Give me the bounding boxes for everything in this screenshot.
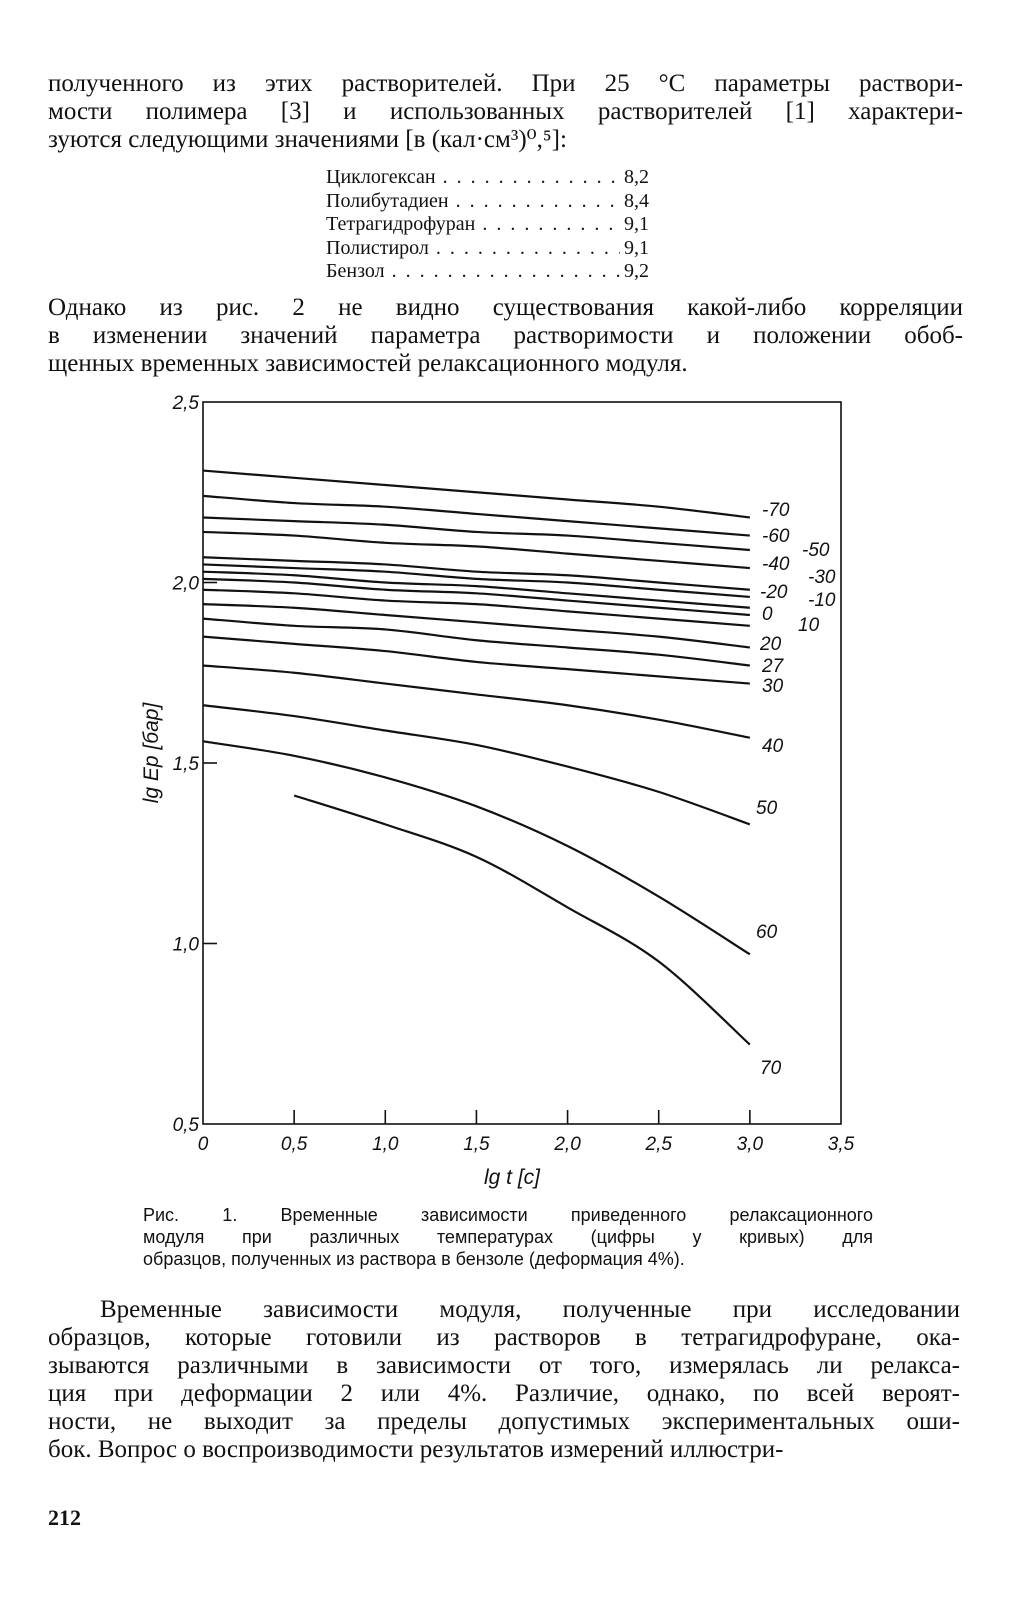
caption-line: образцов, полученных из раствора в бензоле (деформация 4%). bbox=[143, 1249, 685, 1269]
curve-label: -60 bbox=[762, 526, 790, 547]
x-axis-label: lg t [c] bbox=[483, 1166, 541, 1189]
solubility-value: 8,4 bbox=[620, 190, 664, 214]
figure-caption bbox=[143, 1204, 873, 1270]
text-line: щенных временных зависимостей релаксационного модуля. bbox=[48, 350, 688, 377]
curve-label: 20 bbox=[760, 634, 782, 655]
solubility-table bbox=[326, 166, 664, 284]
table-row bbox=[326, 260, 664, 284]
page-number: 212 bbox=[48, 1505, 81, 1530]
curve-label: -10 bbox=[808, 590, 836, 611]
solubility-value: 9,1 bbox=[620, 237, 664, 261]
solvent-name: Полибутадиен . . . bbox=[326, 190, 620, 214]
table-row bbox=[326, 237, 664, 261]
table-row bbox=[326, 213, 664, 237]
curve-label: 10 bbox=[798, 615, 820, 636]
solubility-value: 9,2 bbox=[620, 260, 664, 284]
text-line: Временные зависимости модуля, полученные при исследовании bbox=[100, 1296, 960, 1323]
text-line: образцов, которые готовили из растворов в тетрагидрофуране, ока- bbox=[48, 1324, 960, 1351]
curve-label: 27 bbox=[762, 656, 784, 677]
caption-line: модуля при различных температурах (цифры у кривых) для bbox=[143, 1227, 873, 1247]
y-tick-label: 2,5 bbox=[172, 393, 199, 414]
solubility-value: 9,1 bbox=[620, 213, 664, 237]
table-row bbox=[326, 166, 664, 190]
body-paragraph bbox=[48, 1296, 960, 1464]
plot-frame bbox=[203, 402, 841, 1124]
curve-label: -40 bbox=[762, 554, 790, 575]
relaxation-modulus-chart bbox=[0, 390, 1020, 1200]
text-line: зуются следующими значениями [в (кал·см³)⁰,⁵]: bbox=[48, 126, 567, 153]
x-tick-label: 2,0 bbox=[554, 1134, 581, 1155]
x-tick-label: 3,0 bbox=[736, 1134, 764, 1155]
x-tick-label: 3,5 bbox=[827, 1134, 855, 1155]
text-line: Однако из рис. 2 не видно существования какой-либо корреляции bbox=[48, 294, 963, 321]
y-tick-label: 0,5 bbox=[172, 1115, 199, 1136]
solubility-value: 8,2 bbox=[620, 166, 664, 190]
curve-label: -30 bbox=[808, 567, 836, 588]
y-tick-label: 1,0 bbox=[172, 934, 199, 956]
curve--50 bbox=[203, 518, 750, 550]
table-row bbox=[326, 190, 664, 214]
curve-label: 30 bbox=[762, 676, 784, 697]
curve-60 bbox=[203, 741, 750, 954]
curve-label: -70 bbox=[762, 500, 790, 521]
text-line: мости полимера [3] и использованных растворителей [1] характери- bbox=[48, 98, 963, 125]
curve-label: -20 bbox=[760, 582, 788, 603]
text-line: зываются различными в зависимости от того, измерялась ли релакса- bbox=[48, 1352, 960, 1379]
solvent-name: Бензол . . . bbox=[326, 260, 620, 284]
y-tick-label: 2,0 bbox=[172, 573, 199, 595]
y-axis-label: lg Eр [бар] bbox=[140, 702, 163, 804]
x-tick-label: 0,5 bbox=[280, 1134, 308, 1155]
caption-line: Рис. 1. Временные зависимости приведенного релаксационного bbox=[143, 1205, 873, 1225]
x-tick-label: 0 bbox=[197, 1134, 209, 1155]
curve-30 bbox=[203, 637, 750, 684]
correlation-paragraph bbox=[48, 294, 963, 378]
intro-paragraph bbox=[48, 70, 963, 154]
text-line: полученного из этих растворителей. При 25 °С параметры раствори- bbox=[48, 70, 963, 97]
text-line: бок. Вопрос о воспроизводимости результатов измерений иллюстри- bbox=[48, 1436, 784, 1463]
text-line: ция при деформации 2 или 4%. Различие, однако, по всей вероят- bbox=[48, 1380, 960, 1407]
solvent-name: Полистирол . . . bbox=[326, 237, 620, 261]
curve-70 bbox=[294, 795, 750, 1044]
curve--60 bbox=[203, 496, 750, 536]
curve-label: 70 bbox=[760, 1058, 782, 1079]
curve-label: -50 bbox=[802, 540, 830, 561]
text-line: ности, не выходит за пределы допустимых экспериментальных оши- bbox=[48, 1408, 960, 1435]
x-tick-label: 1,0 bbox=[372, 1134, 399, 1155]
curve-label: 50 bbox=[756, 798, 778, 819]
figure-1 bbox=[0, 390, 1020, 1200]
solvent-name: Циклогексан . . . bbox=[326, 166, 620, 190]
x-tick-label: 2,5 bbox=[645, 1134, 672, 1155]
curve-label: 40 bbox=[762, 736, 784, 757]
curve--40 bbox=[203, 532, 750, 568]
solvent-name: Тетрагидрофуран . . . bbox=[326, 213, 620, 237]
curve-label: 60 bbox=[756, 922, 778, 943]
curve--70 bbox=[203, 471, 750, 518]
curve-label: 0 bbox=[762, 604, 773, 625]
y-tick-label: 1,5 bbox=[172, 754, 199, 775]
text-line: в изменении значений параметра растворимости и положении обоб- bbox=[48, 322, 963, 349]
x-tick-label: 1,5 bbox=[463, 1134, 490, 1155]
